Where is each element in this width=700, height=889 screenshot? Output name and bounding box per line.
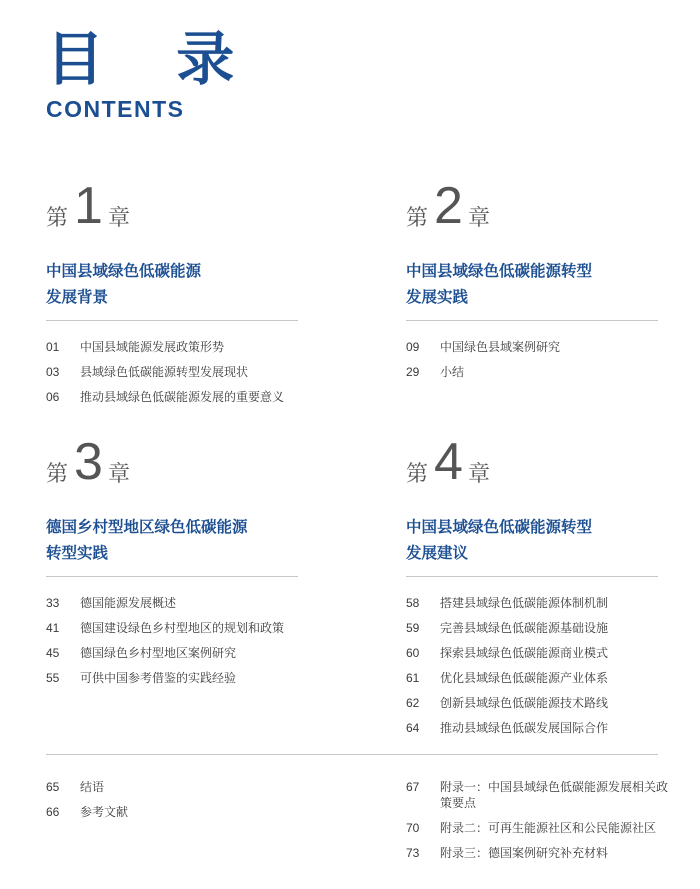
divider bbox=[46, 320, 298, 321]
chapter-suffix: 章 bbox=[468, 462, 491, 487]
entry-title: 附录三：德国案例研究补充材料 bbox=[440, 846, 609, 860]
toc-entry[interactable] bbox=[406, 645, 658, 670]
toc-entry[interactable] bbox=[46, 339, 298, 364]
toc-entry[interactable] bbox=[406, 620, 658, 645]
toc-entry[interactable] bbox=[46, 804, 306, 820]
chapter-prefix: 第 bbox=[406, 206, 429, 231]
page-number: 58 bbox=[406, 596, 420, 610]
page-number: 29 bbox=[406, 365, 420, 379]
page-number: 01 bbox=[46, 340, 60, 354]
chapter-heading bbox=[406, 433, 658, 494]
chapter-4 bbox=[406, 433, 658, 745]
entry-title: 推动县域绿色低碳能源发展的重要意义 bbox=[80, 390, 285, 404]
page-title: 目 录 bbox=[46, 25, 261, 93]
entry-title: 优化县域绿色低碳能源产业体系 bbox=[440, 671, 609, 685]
end-matter-left bbox=[46, 779, 306, 829]
end-matter-right bbox=[406, 779, 668, 870]
page-number: 65 bbox=[46, 780, 60, 794]
toc-entry[interactable] bbox=[406, 845, 668, 861]
chapter-heading bbox=[46, 433, 298, 494]
page-number: 67 bbox=[406, 780, 420, 794]
chapter-2 bbox=[406, 177, 658, 389]
entry-title: 推动县域绿色低碳发展国际合作 bbox=[440, 721, 609, 735]
toc-entry[interactable] bbox=[406, 364, 658, 389]
toc-entry[interactable] bbox=[46, 779, 306, 795]
section-divider bbox=[46, 754, 658, 755]
toc-entry[interactable] bbox=[406, 670, 658, 695]
page-number: 64 bbox=[406, 721, 420, 735]
entry-title: 德国能源发展概述 bbox=[80, 596, 177, 610]
entry-title: 搭建县域绿色低碳能源体制机制 bbox=[440, 596, 609, 610]
toc-entry[interactable] bbox=[406, 339, 658, 364]
toc-entries bbox=[406, 339, 658, 389]
toc-entry[interactable] bbox=[46, 595, 298, 620]
entry-title: 县域绿色低碳能源转型发展现状 bbox=[80, 365, 249, 379]
chapter-suffix: 章 bbox=[108, 462, 131, 487]
chapter-number: 4 bbox=[434, 433, 463, 491]
page-number: 33 bbox=[46, 596, 60, 610]
entry-title: 结语 bbox=[80, 780, 105, 794]
chapter-title[interactable]: 德国乡村型地区绿色低碳能源 转型实践 bbox=[46, 518, 248, 562]
chapter-prefix: 第 bbox=[46, 206, 69, 231]
toc-entry[interactable] bbox=[406, 595, 658, 620]
toc-entry[interactable] bbox=[406, 695, 658, 720]
entry-title: 小结 bbox=[440, 365, 465, 379]
chapter-heading bbox=[406, 177, 658, 238]
chapter-number: 2 bbox=[434, 177, 463, 235]
chapter-suffix: 章 bbox=[468, 206, 491, 231]
page-number: 62 bbox=[406, 696, 420, 710]
toc-entries bbox=[406, 595, 658, 745]
chapter-1 bbox=[46, 177, 298, 414]
toc-entry[interactable] bbox=[406, 720, 658, 745]
page-number: 60 bbox=[406, 646, 420, 660]
toc-entry[interactable] bbox=[46, 389, 298, 414]
page-number: 41 bbox=[46, 621, 60, 635]
chapter-title[interactable]: 中国县域绿色低碳能源转型 发展实践 bbox=[406, 262, 593, 306]
divider bbox=[46, 576, 298, 577]
chapter-number: 1 bbox=[74, 177, 103, 235]
page-number: 73 bbox=[406, 846, 420, 860]
page-number: 55 bbox=[46, 671, 60, 685]
toc-entries bbox=[46, 339, 298, 414]
chapter-heading bbox=[46, 177, 298, 238]
entry-title: 可供中国参考借鉴的实践经验 bbox=[80, 671, 237, 685]
entry-title: 附录一：中国县域绿色低碳能源发展相关政策要点 bbox=[440, 780, 669, 810]
chapter-title[interactable]: 中国县域绿色低碳能源 发展背景 bbox=[46, 262, 202, 306]
entry-title: 创新县域绿色低碳能源技术路线 bbox=[440, 696, 609, 710]
entry-title: 德国建设绿色乡村型地区的规划和政策 bbox=[80, 621, 285, 635]
toc-entry[interactable] bbox=[406, 820, 668, 836]
toc-entries bbox=[46, 595, 298, 695]
entry-title: 中国绿色县域案例研究 bbox=[440, 340, 561, 354]
page-number: 09 bbox=[406, 340, 420, 354]
toc-entry[interactable] bbox=[46, 645, 298, 670]
chapter-suffix: 章 bbox=[108, 206, 131, 231]
entry-title: 完善县域绿色低碳能源基础设施 bbox=[440, 621, 609, 635]
chapter-3 bbox=[46, 433, 298, 695]
divider bbox=[406, 320, 658, 321]
page-number: 06 bbox=[46, 390, 60, 404]
page-subtitle: CONTENTS bbox=[46, 96, 185, 122]
entry-title: 探索县域绿色低碳能源商业模式 bbox=[440, 646, 609, 660]
entry-title: 附录二：可再生能源社区和公民能源社区 bbox=[440, 821, 657, 835]
toc-entry[interactable] bbox=[46, 670, 298, 695]
page-number: 45 bbox=[46, 646, 60, 660]
page-number: 59 bbox=[406, 621, 420, 635]
divider bbox=[406, 576, 658, 577]
chapter-prefix: 第 bbox=[406, 462, 429, 487]
chapter-prefix: 第 bbox=[46, 462, 69, 487]
page-number: 03 bbox=[46, 365, 60, 379]
entry-title: 参考文献 bbox=[80, 805, 129, 819]
entry-title: 德国绿色乡村型地区案例研究 bbox=[80, 646, 237, 660]
entry-title: 中国县域能源发展政策形势 bbox=[80, 340, 225, 354]
toc-entry[interactable] bbox=[406, 779, 668, 811]
page-number: 70 bbox=[406, 821, 420, 835]
toc-entry[interactable] bbox=[46, 620, 298, 645]
page-number: 66 bbox=[46, 805, 60, 819]
toc-entry[interactable] bbox=[46, 364, 298, 389]
chapter-number: 3 bbox=[74, 433, 103, 491]
chapter-title[interactable]: 中国县域绿色低碳能源转型 发展建议 bbox=[406, 518, 593, 562]
page-number: 61 bbox=[406, 671, 420, 685]
